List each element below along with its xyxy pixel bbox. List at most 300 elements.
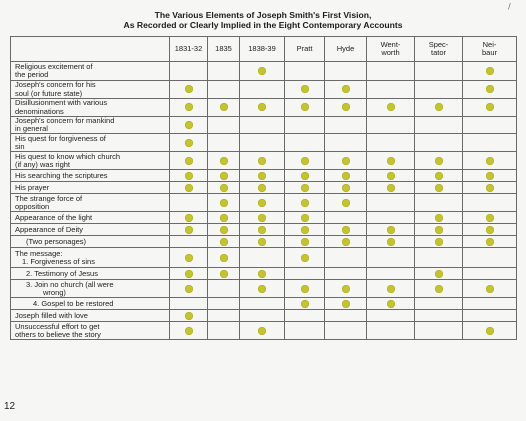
mention-dot-icon <box>342 300 350 308</box>
row-label-line: the period <box>15 70 49 79</box>
mention-dot-icon <box>486 327 494 335</box>
table-cell <box>208 117 240 134</box>
table-cell <box>170 117 208 134</box>
mention-dot-icon <box>258 67 266 75</box>
table-cell <box>170 224 208 236</box>
table-row <box>11 248 517 268</box>
table-cell <box>415 62 463 81</box>
table-cell <box>208 236 240 248</box>
table-cell <box>208 170 240 182</box>
column-header <box>208 37 240 62</box>
table-cell <box>240 236 285 248</box>
table-cell <box>325 182 367 194</box>
row-label-line: (Two personages) <box>26 236 87 246</box>
table-cell <box>463 134 517 152</box>
mention-dot-icon <box>435 285 443 293</box>
mention-dot-icon <box>301 184 309 192</box>
table-row <box>11 62 517 81</box>
table-row <box>11 268 517 280</box>
table-cell <box>170 248 208 268</box>
table-cell <box>463 224 517 236</box>
table-cell <box>208 322 240 340</box>
table-cell <box>463 212 517 224</box>
column-header <box>285 37 325 62</box>
table-cell <box>208 224 240 236</box>
table-cell <box>367 152 415 170</box>
mention-dot-icon <box>258 327 266 335</box>
table-cell <box>285 194 325 212</box>
row-label-line: 3. Join no church (all were <box>26 279 114 289</box>
table-cell <box>367 99 415 117</box>
mention-dot-icon <box>486 226 494 234</box>
table-cell <box>240 194 285 212</box>
table-cell <box>240 212 285 224</box>
row-label-line: Unsuccessful effort to get <box>15 321 100 331</box>
mention-dot-icon <box>486 67 494 75</box>
table-cell <box>415 182 463 194</box>
table-cell <box>285 310 325 322</box>
table-header-row <box>11 37 517 62</box>
row-label <box>11 310 170 322</box>
table-cell <box>367 170 415 182</box>
table-cell <box>415 81 463 99</box>
table-cell <box>240 298 285 310</box>
table-cell <box>367 62 415 81</box>
mention-dot-icon <box>342 103 350 111</box>
column-header-line: 1838-39 <box>248 44 276 53</box>
mention-dot-icon <box>435 270 443 278</box>
mention-dot-icon <box>387 226 395 234</box>
mention-dot-icon <box>185 157 193 165</box>
table-cell <box>325 212 367 224</box>
mention-dot-icon <box>258 199 266 207</box>
mention-dot-icon <box>258 285 266 293</box>
column-header-line: baur <box>481 48 497 57</box>
table-cell <box>463 298 517 310</box>
table-cell <box>240 62 285 81</box>
mention-dot-icon <box>185 139 193 147</box>
table-row <box>11 194 517 212</box>
table-cell <box>463 280 517 298</box>
table-cell <box>463 194 517 212</box>
table-cell <box>325 117 367 134</box>
table-cell <box>208 298 240 310</box>
table-cell <box>285 134 325 152</box>
row-label-line: The strange force of <box>15 193 83 203</box>
table-cell <box>367 182 415 194</box>
table-cell <box>415 298 463 310</box>
table-cell <box>325 322 367 340</box>
mention-dot-icon <box>435 172 443 180</box>
table-cell <box>463 236 517 248</box>
table-cell <box>367 268 415 280</box>
row-label <box>11 212 170 224</box>
mention-dot-icon <box>220 184 228 192</box>
table-cell <box>285 99 325 117</box>
table-cell <box>240 170 285 182</box>
table-cell <box>285 152 325 170</box>
row-label-line: Appearance of the light <box>15 212 93 222</box>
table-cell <box>367 224 415 236</box>
row-label <box>11 99 170 117</box>
table-cell <box>240 248 285 268</box>
table-cell <box>325 298 367 310</box>
mention-dot-icon <box>301 254 309 262</box>
column-header <box>325 37 367 62</box>
row-label-line: soul (or future state) <box>15 88 83 98</box>
mention-dot-icon <box>342 285 350 293</box>
mention-dot-icon <box>301 172 309 180</box>
table-cell <box>240 117 285 134</box>
table-cell <box>415 134 463 152</box>
table-cell <box>415 268 463 280</box>
table-cell <box>367 248 415 268</box>
mention-dot-icon <box>258 184 266 192</box>
table-cell <box>285 62 325 81</box>
table-cell <box>208 280 240 298</box>
table-row <box>11 170 517 182</box>
table-body <box>11 62 517 340</box>
mention-dot-icon <box>220 238 228 246</box>
row-label-line: 2. Testimony of Jesus <box>26 268 98 278</box>
table-cell <box>367 134 415 152</box>
mention-dot-icon <box>486 238 494 246</box>
row-label-line: wrong) <box>43 287 66 297</box>
row-label-line: His quest for forgiveness of <box>15 133 106 143</box>
mention-dot-icon <box>342 226 350 234</box>
mention-dot-icon <box>435 157 443 165</box>
table-cell <box>285 268 325 280</box>
table-cell <box>415 194 463 212</box>
table-cell <box>170 236 208 248</box>
table-cell <box>170 81 208 99</box>
row-label-line: His prayer <box>15 182 50 192</box>
row-label-line: sin <box>15 141 25 151</box>
mention-dot-icon <box>486 285 494 293</box>
table-cell <box>367 310 415 322</box>
mention-dot-icon <box>435 214 443 222</box>
table-cell <box>285 248 325 268</box>
row-label <box>11 117 170 134</box>
row-label-line: Joseph filled with love <box>15 310 88 320</box>
mention-dot-icon <box>220 172 228 180</box>
mention-dot-icon <box>301 103 309 111</box>
table-row <box>11 152 517 170</box>
table-cell <box>367 117 415 134</box>
mention-dot-icon <box>301 214 309 222</box>
table-cell <box>208 248 240 268</box>
mention-dot-icon <box>185 172 193 180</box>
row-label <box>11 194 170 212</box>
table-cell <box>325 152 367 170</box>
mention-dot-icon <box>185 270 193 278</box>
mention-dot-icon <box>185 214 193 222</box>
mention-dot-icon <box>387 285 395 293</box>
row-label <box>11 322 170 340</box>
table-cell <box>285 170 325 182</box>
mention-dot-icon <box>486 157 494 165</box>
table-cell <box>463 62 517 81</box>
row-label-line: 1. Forgiveness of sins <box>22 256 95 266</box>
row-label-line: Joseph's concern for his <box>15 80 96 90</box>
table-cell <box>463 268 517 280</box>
row-label-line: 4. Gospel to be restored <box>33 298 114 308</box>
row-label <box>11 152 170 170</box>
table-cell <box>170 298 208 310</box>
mention-dot-icon <box>486 172 494 180</box>
table-cell <box>463 182 517 194</box>
mention-dot-icon <box>301 157 309 165</box>
table-cell <box>285 322 325 340</box>
table-cell <box>415 310 463 322</box>
table-row <box>11 280 517 298</box>
row-label-line: opposition <box>15 201 50 211</box>
table-cell <box>325 268 367 280</box>
table-cell <box>415 280 463 298</box>
mention-dot-icon <box>435 238 443 246</box>
table-cell <box>170 310 208 322</box>
mention-dot-icon <box>185 226 193 234</box>
table-cell <box>208 268 240 280</box>
table-cell <box>170 182 208 194</box>
mention-dot-icon <box>435 226 443 234</box>
mention-dot-icon <box>342 184 350 192</box>
table-row <box>11 322 517 340</box>
mention-dot-icon <box>435 184 443 192</box>
table-cell <box>170 212 208 224</box>
table-cell <box>285 212 325 224</box>
mention-dot-icon <box>258 238 266 246</box>
column-header <box>367 37 415 62</box>
table-cell <box>240 322 285 340</box>
mention-dot-icon <box>387 103 395 111</box>
mention-dot-icon <box>220 270 228 278</box>
mention-dot-icon <box>301 85 309 93</box>
table-cell <box>208 81 240 99</box>
table-cell <box>285 298 325 310</box>
column-header-line: 1835 <box>215 44 232 53</box>
mention-dot-icon <box>220 103 228 111</box>
table-cell <box>463 322 517 340</box>
table-cell <box>325 248 367 268</box>
table-cell <box>285 117 325 134</box>
table-row <box>11 236 517 248</box>
row-label <box>11 62 170 81</box>
table-row <box>11 81 517 99</box>
table-cell <box>415 212 463 224</box>
table-cell <box>325 194 367 212</box>
table-cell <box>463 117 517 134</box>
row-label-line: His searching the scriptures <box>15 170 108 180</box>
table-cell <box>285 236 325 248</box>
mention-dot-icon <box>342 172 350 180</box>
table-row <box>11 212 517 224</box>
mention-dot-icon <box>387 157 395 165</box>
mention-dot-icon <box>258 214 266 222</box>
mention-dot-icon <box>220 214 228 222</box>
table-cell <box>285 182 325 194</box>
column-header-line: worth <box>381 48 400 57</box>
table-cell <box>240 224 285 236</box>
row-label <box>11 182 170 194</box>
row-label-line: His quest to know which church <box>15 151 121 161</box>
table-cell <box>463 152 517 170</box>
mention-dot-icon <box>258 270 266 278</box>
table-cell <box>463 248 517 268</box>
row-label-line: Disillusionment with various <box>15 98 108 108</box>
column-header <box>240 37 285 62</box>
table-cell <box>170 194 208 212</box>
mention-dot-icon <box>220 226 228 234</box>
row-label-line: Joseph's concern for mankind <box>15 116 115 125</box>
mention-dot-icon <box>387 300 395 308</box>
row-label-line: in general <box>15 124 48 134</box>
mention-dot-icon <box>258 172 266 180</box>
table-cell <box>367 236 415 248</box>
table-cell <box>415 170 463 182</box>
table-cell <box>325 280 367 298</box>
mention-dot-icon <box>387 184 395 192</box>
column-header-line: Spec- <box>428 40 449 49</box>
column-header-line: 1831-32 <box>174 44 203 53</box>
mention-dot-icon <box>185 184 193 192</box>
mention-dot-icon <box>301 285 309 293</box>
table-cell <box>208 182 240 194</box>
page-number: 12 <box>4 401 16 412</box>
row-label-line: The message: <box>15 248 63 258</box>
table-cell <box>170 62 208 81</box>
row-label <box>11 81 170 99</box>
row-label <box>11 134 170 152</box>
row-label-line: denominations <box>15 106 64 116</box>
row-label <box>11 170 170 182</box>
mention-dot-icon <box>486 85 494 93</box>
table-cell <box>208 310 240 322</box>
table-cell <box>208 152 240 170</box>
table-cell <box>367 194 415 212</box>
table-cell <box>463 310 517 322</box>
mention-dot-icon <box>486 214 494 222</box>
table-cell <box>170 134 208 152</box>
table-cell <box>240 152 285 170</box>
row-label <box>11 236 170 248</box>
mention-dot-icon <box>185 254 193 262</box>
table-cell <box>240 134 285 152</box>
table-cell <box>170 322 208 340</box>
table-cell <box>415 236 463 248</box>
mention-dot-icon <box>185 121 193 129</box>
table-cell <box>463 99 517 117</box>
table-cell <box>415 322 463 340</box>
table-cell <box>367 81 415 99</box>
row-label <box>11 298 170 310</box>
table-cell <box>240 268 285 280</box>
mention-dot-icon <box>342 85 350 93</box>
vision-elements-table <box>10 36 517 340</box>
mention-dot-icon <box>435 103 443 111</box>
table-cell <box>463 81 517 99</box>
column-header-line: Nei- <box>482 40 497 49</box>
table-cell <box>325 134 367 152</box>
column-header-line: Went- <box>380 40 401 49</box>
table-row <box>11 298 517 310</box>
table-cell <box>415 248 463 268</box>
row-label <box>11 268 170 280</box>
table-cell <box>325 310 367 322</box>
column-header <box>415 37 463 62</box>
mention-dot-icon <box>185 103 193 111</box>
row-label-line: others to believe the story <box>15 329 101 339</box>
table-row <box>11 182 517 194</box>
table-cell <box>325 224 367 236</box>
row-label <box>11 224 170 236</box>
table-cell <box>170 152 208 170</box>
mention-dot-icon <box>220 254 228 262</box>
table-cell <box>170 280 208 298</box>
table-cell <box>415 99 463 117</box>
table-cell <box>367 322 415 340</box>
table-cell <box>208 62 240 81</box>
corner-mark: / <box>508 2 511 11</box>
table-cell <box>170 268 208 280</box>
table-cell <box>285 280 325 298</box>
table-cell <box>325 62 367 81</box>
corner-header-cell <box>11 37 170 62</box>
table-cell <box>415 117 463 134</box>
mention-dot-icon <box>258 103 266 111</box>
mention-dot-icon <box>342 199 350 207</box>
table-row <box>11 310 517 322</box>
table-cell <box>208 134 240 152</box>
table-cell <box>325 236 367 248</box>
mention-dot-icon <box>342 157 350 165</box>
table-cell <box>325 99 367 117</box>
table-cell <box>240 81 285 99</box>
table-cell <box>208 194 240 212</box>
table-cell <box>208 99 240 117</box>
table-row <box>11 117 517 134</box>
table-cell <box>325 81 367 99</box>
column-header <box>170 37 208 62</box>
table-cell <box>240 182 285 194</box>
row-label-line: (if any) was right <box>15 159 71 169</box>
title-line-2: As Recorded or Clearly Implied in the Eight Contemporary Accounts <box>123 20 403 30</box>
table-cell <box>170 99 208 117</box>
row-label <box>11 248 170 268</box>
row-label-line: Religious excitement of <box>15 61 93 71</box>
mention-dot-icon <box>185 327 193 335</box>
mention-dot-icon <box>185 312 193 320</box>
table-cell <box>415 224 463 236</box>
table-cell <box>367 280 415 298</box>
column-header-line: Hyde <box>336 44 355 53</box>
title-line-1: The Various Elements of Joseph Smith's First Vision, <box>154 10 372 20</box>
mention-dot-icon <box>220 157 228 165</box>
table-cell <box>367 298 415 310</box>
table-row <box>11 99 517 117</box>
table-cell <box>240 280 285 298</box>
mention-dot-icon <box>486 184 494 192</box>
table-cell <box>208 212 240 224</box>
column-header-line: Pratt <box>296 44 313 53</box>
mention-dot-icon <box>301 300 309 308</box>
row-label <box>11 280 170 298</box>
mention-dot-icon <box>301 226 309 234</box>
table-cell <box>367 212 415 224</box>
table-cell <box>285 224 325 236</box>
mention-dot-icon <box>220 199 228 207</box>
column-header-line: tator <box>430 48 446 57</box>
